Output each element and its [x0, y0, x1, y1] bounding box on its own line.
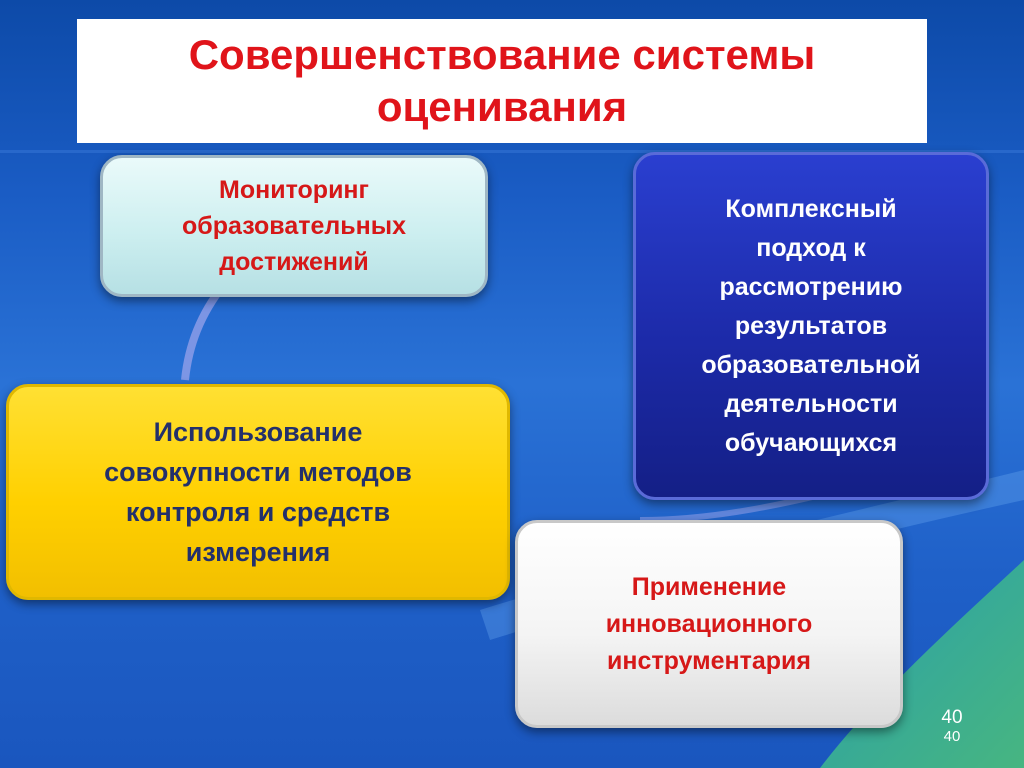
- title-line-1: Совершенствование системы: [188, 31, 816, 78]
- page-number-small: 40: [943, 728, 961, 745]
- innovation-line: инструментария: [606, 646, 811, 675]
- complex-approach-box: [633, 152, 989, 500]
- monitoring-box: [100, 155, 488, 297]
- slide-title: [77, 19, 927, 143]
- methods-box: [6, 384, 510, 600]
- innovation-box: [515, 520, 903, 728]
- monitoring-line: достижений: [219, 248, 369, 276]
- innovation-line: Применение: [631, 572, 787, 601]
- complex-line: рассмотрению: [719, 272, 903, 301]
- page-number: 40: [941, 707, 963, 728]
- monitoring-line: образовательных: [182, 212, 406, 240]
- complex-line: обучающихся: [724, 428, 898, 457]
- complex-line: деятельности: [724, 389, 898, 418]
- methods-line: измерения: [185, 537, 331, 567]
- innovation-line: инновационного: [605, 609, 813, 638]
- methods-line: контроля и средств: [125, 497, 391, 527]
- methods-line: Использование: [153, 417, 363, 447]
- monitoring-line: Мониторинг: [219, 176, 369, 204]
- methods-line: совокупности методов: [104, 457, 412, 487]
- complex-line: подход к: [756, 233, 866, 262]
- complex-line: Комплексный: [725, 194, 897, 223]
- title-line-2: оценивания: [376, 83, 628, 130]
- complex-line: результатов: [734, 311, 888, 340]
- complex-line: образовательной: [701, 350, 921, 379]
